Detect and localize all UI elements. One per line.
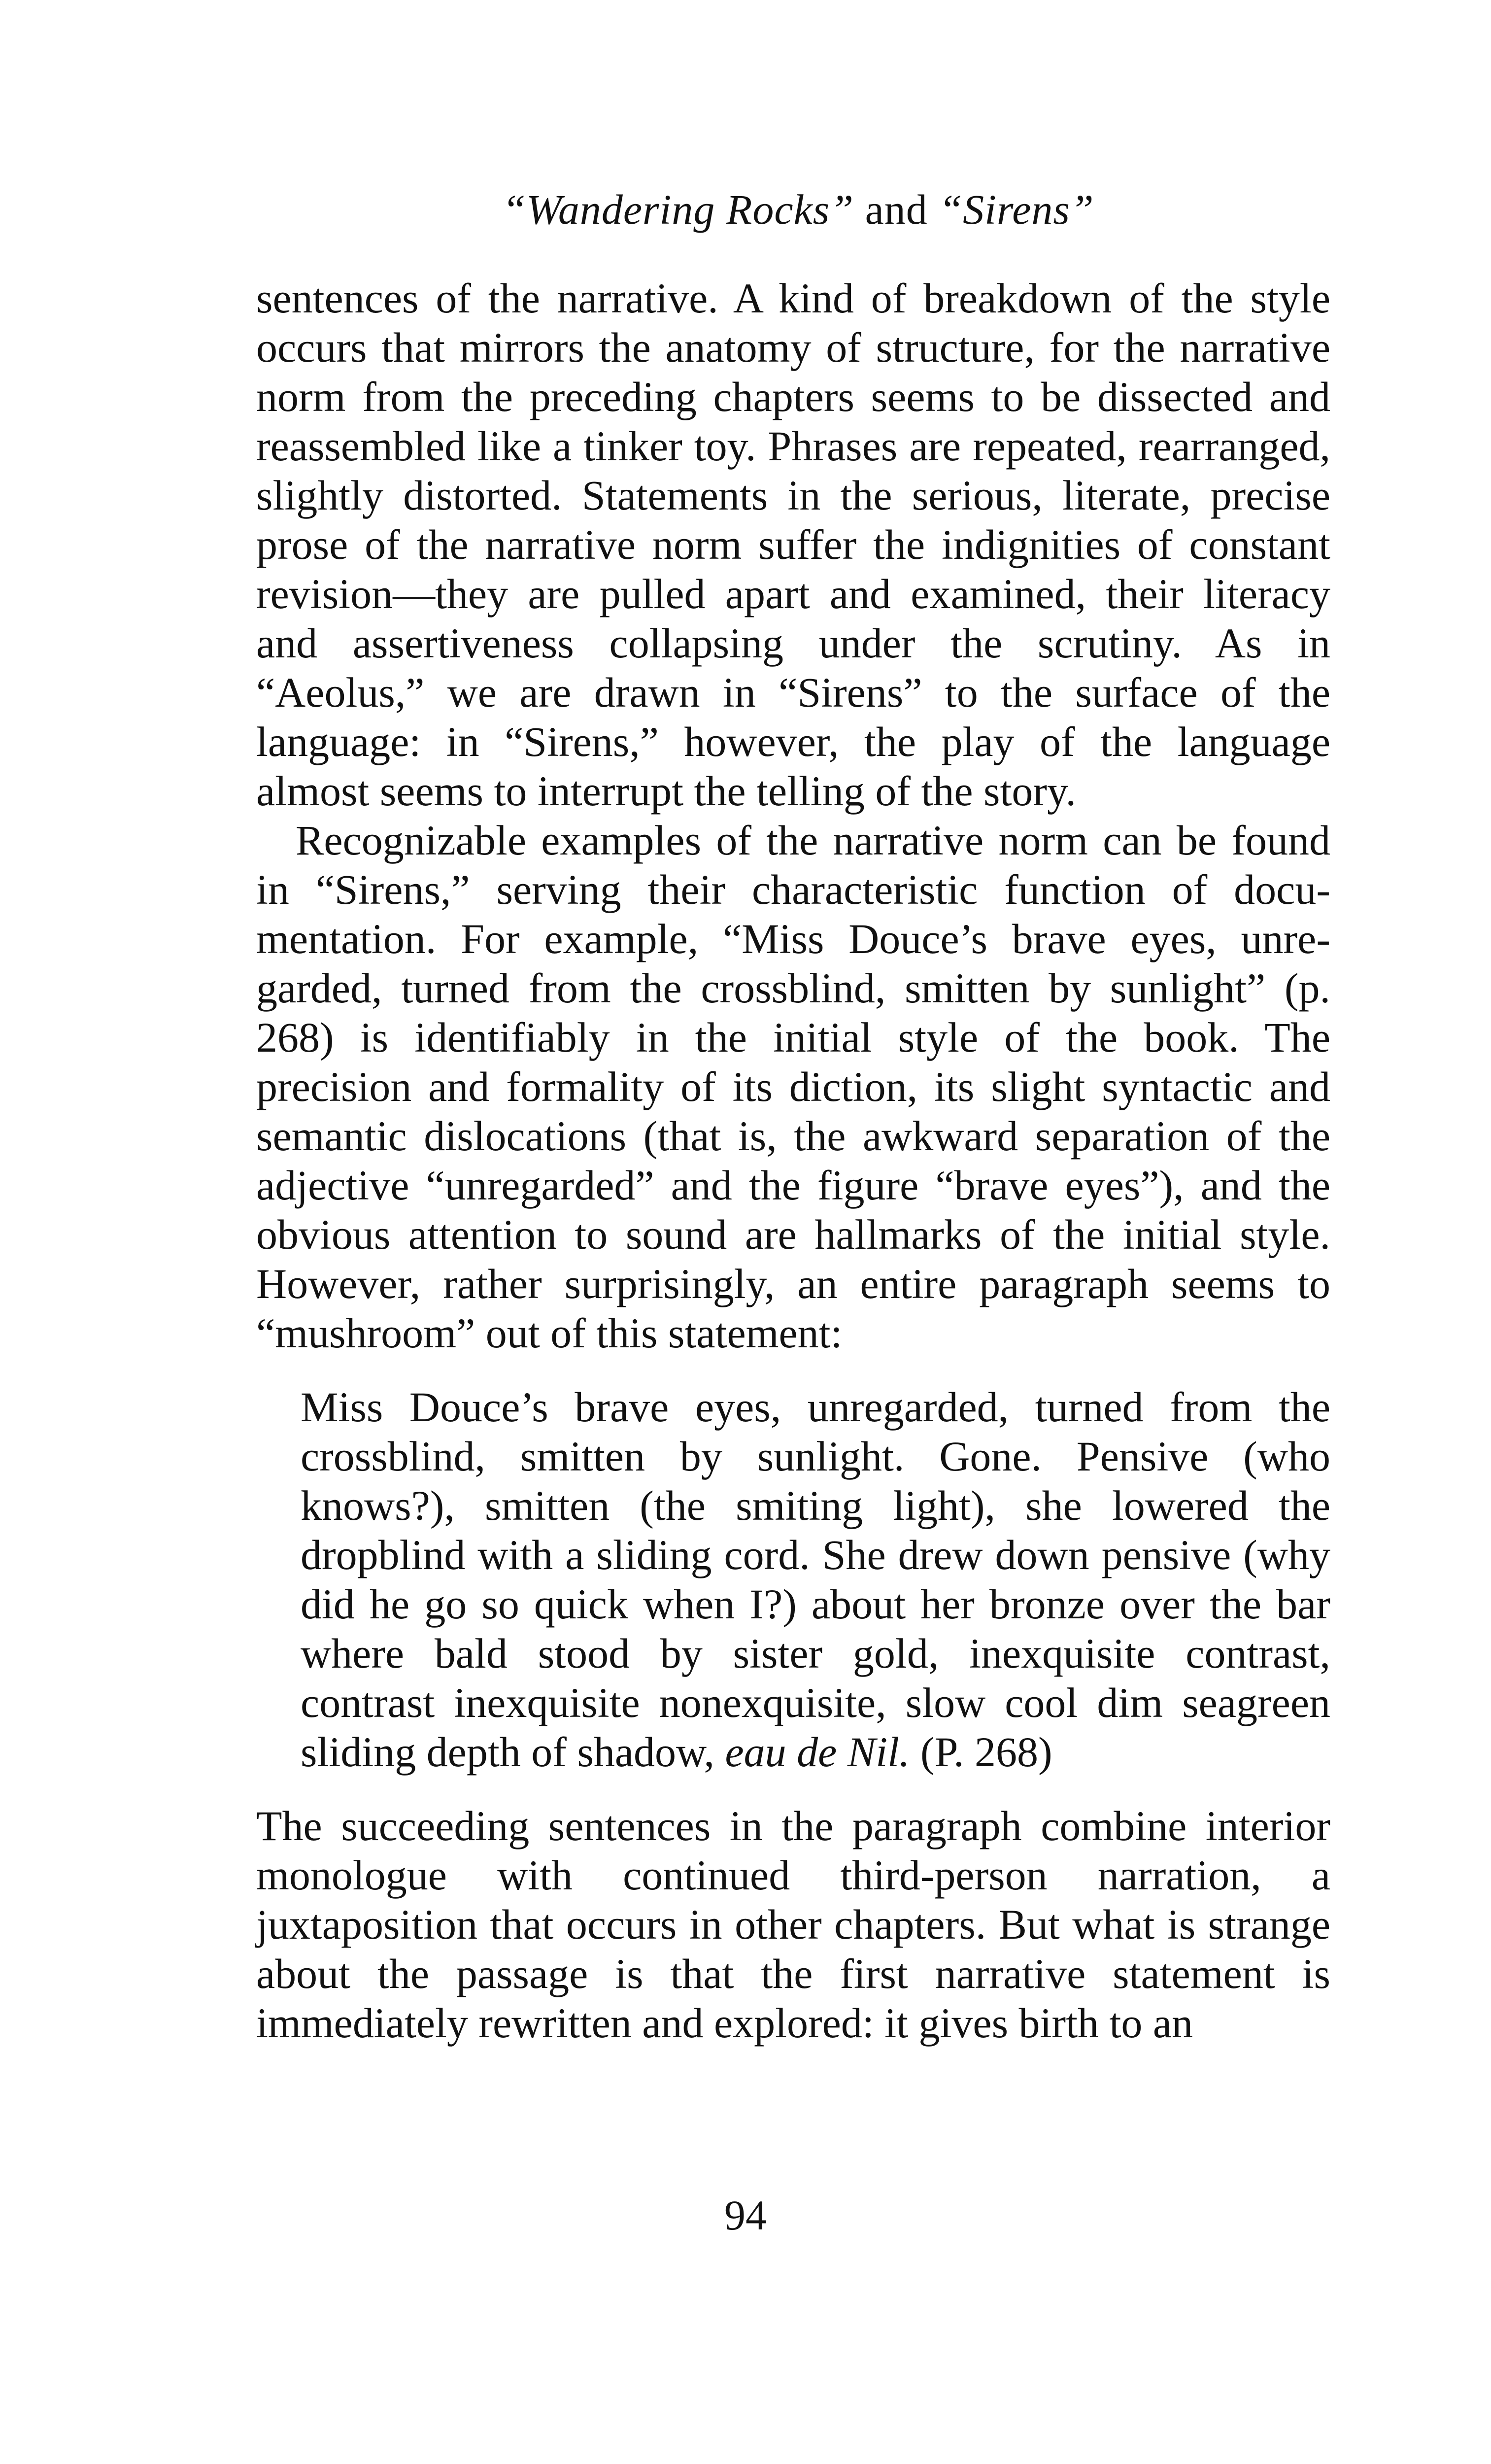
block-quote [301,1382,1330,1777]
quote-text: Miss Douce’s brave eyes, unregarded, turned from the crossblind, smitten by sunlight. Gone. Pensive (who knows?), smitten (the smiting light), she lowered the dropblind with a sliding cord. She drew down pensive (why did he go so quick when I?) about her bronze over the bar where bald stood by sister gold, inexquisite contrast, contrast inexquisite nonexquisite, slow cool dim seagreen sliding depth of shadow, [301,1383,1330,1776]
running-head-title-2: “Sirens” [939,186,1094,233]
running-head-conjunction: and [854,186,939,233]
running-head [256,182,1340,237]
quote-citation: (P. 268) [910,1728,1052,1776]
paragraph-narrative-norm: Recognizable examples of the narrative norm can be found in “Sirens,” serving their characteristic function of documentation. For example, “Miss Douce’s brave eyes, unregarded, turned from the crossblind, smitten by sunlight” (p. 268) is identifiably in the initial style of the book. The precision and formality of its diction, its slight syntactic and semantic dislocations (that is, the awkward separation of the adjective “unregarded” and the figure “brave eyes”), and the obvious attention to sound are hallmarks of the initial style. However, rather surprisingly, an entire paragraph seems to “mushroom” out of this statement: [256,817,1330,1357]
running-head-title-1: “Wandering Rocks” [502,186,854,233]
quote-italic-phrase: eau de Nil. [725,1728,910,1776]
paragraph-continued: sentences of the narrative. A kind of breakdown of the style occurs that mirrors the anatomy of structure, for the narrative norm from the preceding chapters seems to be dissected and reassembled like a tinker toy. Phrases are repeated, rearranged, slightly distorted. Statements in the serious, literate, precise prose of the narrative norm suffer the indignities of constant revision—they are pulled apart and examined, their literacy and assertiveness collapsing under the scrutiny. As in “Aeolus,” we are drawn in “Sirens” to the surface of the language: in “Sirens,” however, the play of the language almost seems to interrupt the telling of the story. [256,274,1330,815]
page-number: 94 [724,2191,767,2239]
paragraph-succeeding: The succeeding sentences in the paragraph combine interior monologue with continued third-person narration, a juxtaposition that occurs in other chapters. But what is strange about the passage is that the first narrative statement is immediately rewritten and explored: it gives birth to an [256,1802,1330,2047]
body-text [256,274,1330,2048]
